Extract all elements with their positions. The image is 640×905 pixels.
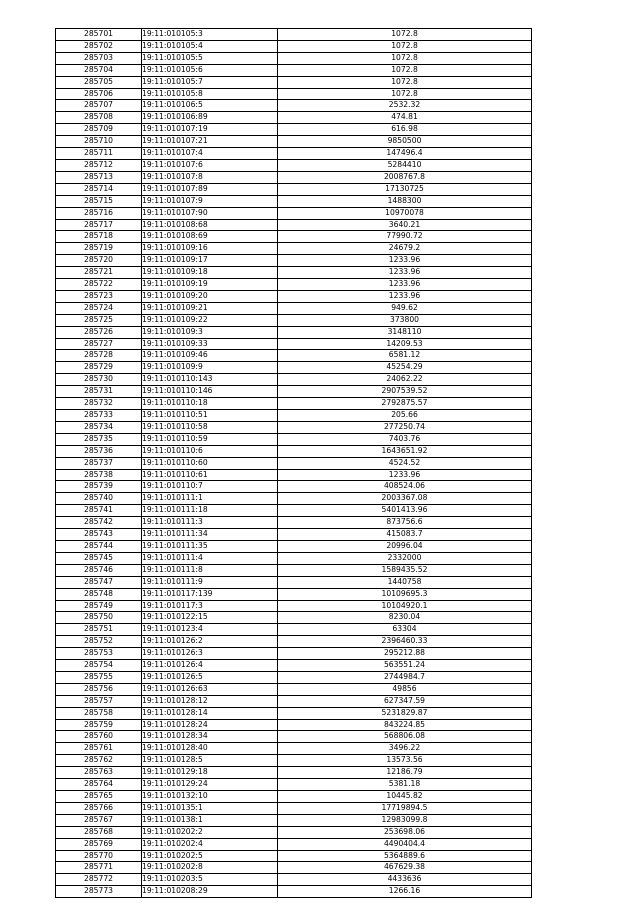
cadastral-number-cell: 19:11:010128:34: [142, 731, 278, 743]
row-id-cell: 285722: [56, 279, 142, 291]
value-cell: 77990.72: [278, 231, 532, 243]
cadastral-number-cell: 19:11:010110:51: [142, 410, 278, 422]
row-id-cell: 285706: [56, 88, 142, 100]
row-id-cell: 285726: [56, 326, 142, 338]
cadastral-number-cell: 19:11:010108:68: [142, 219, 278, 231]
value-cell: 1072.8: [278, 52, 532, 64]
value-cell: 843224.85: [278, 719, 532, 731]
table-row: [56, 445, 532, 457]
value-cell: 1266.16: [278, 886, 532, 898]
table-row: [56, 88, 532, 100]
table-row: [56, 838, 532, 850]
cadastral-number-cell: 19:11:010111:4: [142, 552, 278, 564]
cadastral-number-cell: 19:11:010208:29: [142, 886, 278, 898]
cadastral-number-cell: 19:11:010128:14: [142, 707, 278, 719]
value-cell: 10104920.1: [278, 600, 532, 612]
table-row: [56, 731, 532, 743]
cadastral-number-cell: 19:11:010110:7: [142, 481, 278, 493]
row-id-cell: 285717: [56, 219, 142, 231]
table-row: [56, 302, 532, 314]
table-row: [56, 231, 532, 243]
cadastral-number-cell: 19:11:010117:139: [142, 588, 278, 600]
table-row: [56, 802, 532, 814]
cadastral-number-cell: 19:11:010105:6: [142, 64, 278, 76]
cadastral-number-cell: 19:11:010202:5: [142, 850, 278, 862]
value-cell: 17719894.5: [278, 802, 532, 814]
cadastral-number-cell: 19:11:010126:2: [142, 636, 278, 648]
cadastral-number-cell: 19:11:010105:4: [142, 40, 278, 52]
table-row: [56, 529, 532, 541]
row-id-cell: 285711: [56, 148, 142, 160]
row-id-cell: 285740: [56, 493, 142, 505]
row-id-cell: 285763: [56, 767, 142, 779]
cadastral-number-cell: 19:11:010107:89: [142, 183, 278, 195]
row-id-cell: 285761: [56, 743, 142, 755]
value-cell: 2744984.7: [278, 671, 532, 683]
row-id-cell: 285719: [56, 243, 142, 255]
value-cell: 627347.59: [278, 695, 532, 707]
table-row: [56, 755, 532, 767]
value-cell: 873756.6: [278, 517, 532, 529]
cadastral-number-cell: 19:11:010109:20: [142, 290, 278, 302]
row-id-cell: 285714: [56, 183, 142, 195]
value-cell: 5401413.96: [278, 505, 532, 517]
table-row: [56, 660, 532, 672]
row-id-cell: 285768: [56, 826, 142, 838]
table-row: [56, 505, 532, 517]
row-id-cell: 285754: [56, 660, 142, 672]
row-id-cell: 285727: [56, 338, 142, 350]
row-id-cell: 285702: [56, 40, 142, 52]
cadastral-number-cell: 19:11:010126:3: [142, 648, 278, 660]
value-cell: 467629.38: [278, 862, 532, 874]
cadastral-number-cell: 19:11:010111:1: [142, 493, 278, 505]
row-id-cell: 285729: [56, 362, 142, 374]
value-cell: 10970078: [278, 207, 532, 219]
cadastral-number-cell: 19:11:010105:7: [142, 76, 278, 88]
cadastral-number-cell: 19:11:010123:4: [142, 624, 278, 636]
table-row: [56, 148, 532, 160]
table-row: [56, 159, 532, 171]
cadastral-number-cell: 19:11:010106:5: [142, 100, 278, 112]
cadastral-number-cell: 19:11:010109:16: [142, 243, 278, 255]
value-cell: 9850500: [278, 136, 532, 148]
table-row: [56, 398, 532, 410]
table-row: [56, 29, 532, 41]
cadastral-number-cell: 19:11:010107:6: [142, 159, 278, 171]
table-row: [56, 386, 532, 398]
table-row: [56, 338, 532, 350]
table-row: [56, 862, 532, 874]
row-id-cell: 285704: [56, 64, 142, 76]
value-cell: 474.81: [278, 112, 532, 124]
value-cell: 20996.04: [278, 540, 532, 552]
cadastral-number-cell: 19:11:010105:8: [142, 88, 278, 100]
value-cell: 563551.24: [278, 660, 532, 672]
row-id-cell: 285762: [56, 755, 142, 767]
value-cell: 1072.8: [278, 64, 532, 76]
cadastral-value-table: [55, 28, 532, 898]
row-id-cell: 285739: [56, 481, 142, 493]
value-cell: 1233.96: [278, 290, 532, 302]
value-cell: 5364889.6: [278, 850, 532, 862]
table-row: [56, 362, 532, 374]
cadastral-number-cell: 19:11:010111:34: [142, 529, 278, 541]
table-row: [56, 791, 532, 803]
value-cell: 3496.22: [278, 743, 532, 755]
table-row: [56, 481, 532, 493]
cadastral-number-cell: 19:11:010107:19: [142, 124, 278, 136]
table-row: [56, 648, 532, 660]
value-cell: 3640.21: [278, 219, 532, 231]
value-cell: 2396460.33: [278, 636, 532, 648]
value-cell: 1233.96: [278, 469, 532, 481]
value-cell: 14209.53: [278, 338, 532, 350]
value-cell: 63304: [278, 624, 532, 636]
table-row: [56, 326, 532, 338]
row-id-cell: 285721: [56, 267, 142, 279]
row-id-cell: 285712: [56, 159, 142, 171]
value-cell: 4490404.4: [278, 838, 532, 850]
cadastral-number-cell: 19:11:010202:2: [142, 826, 278, 838]
row-id-cell: 285748: [56, 588, 142, 600]
row-id-cell: 285743: [56, 529, 142, 541]
table-row: [56, 850, 532, 862]
row-id-cell: 285710: [56, 136, 142, 148]
value-cell: 7403.76: [278, 433, 532, 445]
row-id-cell: 285737: [56, 457, 142, 469]
cadastral-number-cell: 19:11:010107:21: [142, 136, 278, 148]
table-row: [56, 183, 532, 195]
value-cell: 10109695.3: [278, 588, 532, 600]
value-cell: 373800: [278, 314, 532, 326]
table-row: [56, 719, 532, 731]
cadastral-number-cell: 19:11:010105:3: [142, 29, 278, 41]
table-row: [56, 350, 532, 362]
cadastral-number-cell: 19:11:010107:8: [142, 171, 278, 183]
cadastral-number-cell: 19:11:010109:18: [142, 267, 278, 279]
cadastral-number-cell: 19:11:010128:40: [142, 743, 278, 755]
row-id-cell: 285718: [56, 231, 142, 243]
row-id-cell: 285756: [56, 683, 142, 695]
row-id-cell: 285715: [56, 195, 142, 207]
cadastral-number-cell: 19:11:010106:89: [142, 112, 278, 124]
table-row: [56, 219, 532, 231]
table-row: [56, 552, 532, 564]
cadastral-number-cell: 19:11:010109:46: [142, 350, 278, 362]
row-id-cell: 285745: [56, 552, 142, 564]
value-cell: 2332000: [278, 552, 532, 564]
cadastral-number-cell: 19:11:010110:58: [142, 421, 278, 433]
row-id-cell: 285705: [56, 76, 142, 88]
table-row: [56, 612, 532, 624]
cadastral-number-cell: 19:11:010135:1: [142, 802, 278, 814]
value-cell: 1233.96: [278, 279, 532, 291]
value-cell: 8230.04: [278, 612, 532, 624]
cadastral-number-cell: 19:11:010129:24: [142, 779, 278, 791]
table-row: [56, 410, 532, 422]
cadastral-number-cell: 19:11:010110:59: [142, 433, 278, 445]
cadastral-number-cell: 19:11:010128:5: [142, 755, 278, 767]
value-cell: 2792875.57: [278, 398, 532, 410]
value-cell: 1440758: [278, 576, 532, 588]
row-id-cell: 285733: [56, 410, 142, 422]
value-cell: 1643651.92: [278, 445, 532, 457]
cadastral-number-cell: 19:11:010107:9: [142, 195, 278, 207]
row-id-cell: 285767: [56, 814, 142, 826]
table-row: [56, 683, 532, 695]
row-id-cell: 285752: [56, 636, 142, 648]
row-id-cell: 285758: [56, 707, 142, 719]
value-cell: 277250.74: [278, 421, 532, 433]
row-id-cell: 285742: [56, 517, 142, 529]
table-row: [56, 314, 532, 326]
value-cell: 17130725: [278, 183, 532, 195]
row-id-cell: 285720: [56, 255, 142, 267]
value-cell: 2907539.52: [278, 386, 532, 398]
cadastral-number-cell: 19:11:010109:9: [142, 362, 278, 374]
cadastral-number-cell: 19:11:010110:6: [142, 445, 278, 457]
row-id-cell: 285738: [56, 469, 142, 481]
row-id-cell: 285773: [56, 886, 142, 898]
row-id-cell: 285753: [56, 648, 142, 660]
cadastral-number-cell: 19:11:010109:21: [142, 302, 278, 314]
row-id-cell: 285723: [56, 290, 142, 302]
cadastral-number-cell: 19:11:010111:8: [142, 564, 278, 576]
value-cell: 616.98: [278, 124, 532, 136]
cadastral-number-cell: 19:11:010126:63: [142, 683, 278, 695]
row-id-cell: 285716: [56, 207, 142, 219]
table-row: [56, 564, 532, 576]
table-row: [56, 243, 532, 255]
cadastral-number-cell: 19:11:010110:60: [142, 457, 278, 469]
table-row: [56, 517, 532, 529]
cadastral-number-cell: 19:11:010128:24: [142, 719, 278, 731]
row-id-cell: 285736: [56, 445, 142, 457]
table-row: [56, 636, 532, 648]
row-id-cell: 285701: [56, 29, 142, 41]
cadastral-number-cell: 19:11:010107:4: [142, 148, 278, 160]
value-cell: 6581.12: [278, 350, 532, 362]
cadastral-number-cell: 19:11:010117:3: [142, 600, 278, 612]
row-id-cell: 285760: [56, 731, 142, 743]
row-id-cell: 285725: [56, 314, 142, 326]
row-id-cell: 285709: [56, 124, 142, 136]
value-cell: 2532.32: [278, 100, 532, 112]
value-cell: 4433636: [278, 874, 532, 886]
value-cell: 49856: [278, 683, 532, 695]
value-cell: 12186.79: [278, 767, 532, 779]
cadastral-number-cell: 19:11:010111:9: [142, 576, 278, 588]
table-row: [56, 624, 532, 636]
table-row: [56, 457, 532, 469]
value-cell: 24679.2: [278, 243, 532, 255]
row-id-cell: 285741: [56, 505, 142, 517]
row-id-cell: 285732: [56, 398, 142, 410]
value-cell: 205.66: [278, 410, 532, 422]
row-id-cell: 285749: [56, 600, 142, 612]
cadastral-number-cell: 19:11:010202:8: [142, 862, 278, 874]
row-id-cell: 285766: [56, 802, 142, 814]
document-page: [55, 28, 531, 898]
row-id-cell: 285747: [56, 576, 142, 588]
row-id-cell: 285765: [56, 791, 142, 803]
cadastral-number-cell: 19:11:010109:22: [142, 314, 278, 326]
table-body: [56, 29, 532, 898]
row-id-cell: 285744: [56, 540, 142, 552]
table-row: [56, 267, 532, 279]
table-row: [56, 588, 532, 600]
value-cell: 5284410: [278, 159, 532, 171]
table-row: [56, 40, 532, 52]
table-row: [56, 171, 532, 183]
value-cell: 415083.7: [278, 529, 532, 541]
value-cell: 10445.82: [278, 791, 532, 803]
cadastral-number-cell: 19:11:010202:4: [142, 838, 278, 850]
cadastral-number-cell: 19:11:010122:15: [142, 612, 278, 624]
value-cell: 253698.06: [278, 826, 532, 838]
value-cell: 1072.8: [278, 88, 532, 100]
table-row: [56, 814, 532, 826]
table-row: [56, 76, 532, 88]
table-row: [56, 671, 532, 683]
table-row: [56, 64, 532, 76]
table-row: [56, 493, 532, 505]
cadastral-number-cell: 19:11:010109:17: [142, 255, 278, 267]
table-row: [56, 469, 532, 481]
cadastral-number-cell: 19:11:010110:18: [142, 398, 278, 410]
table-row: [56, 279, 532, 291]
table-row: [56, 743, 532, 755]
value-cell: 408524.06: [278, 481, 532, 493]
value-cell: 2003367.08: [278, 493, 532, 505]
table-row: [56, 707, 532, 719]
row-id-cell: 285713: [56, 171, 142, 183]
cadastral-number-cell: 19:11:010111:35: [142, 540, 278, 552]
row-id-cell: 285757: [56, 695, 142, 707]
value-cell: 13573.56: [278, 755, 532, 767]
row-id-cell: 285734: [56, 421, 142, 433]
value-cell: 1072.8: [278, 40, 532, 52]
value-cell: 3148110: [278, 326, 532, 338]
table-row: [56, 695, 532, 707]
row-id-cell: 285731: [56, 386, 142, 398]
cadastral-number-cell: 19:11:010138:1: [142, 814, 278, 826]
table-row: [56, 207, 532, 219]
value-cell: 1072.8: [278, 76, 532, 88]
cadastral-number-cell: 19:11:010129:18: [142, 767, 278, 779]
cadastral-number-cell: 19:11:010111:3: [142, 517, 278, 529]
row-id-cell: 285770: [56, 850, 142, 862]
cadastral-number-cell: 19:11:010109:19: [142, 279, 278, 291]
table-row: [56, 136, 532, 148]
row-id-cell: 285750: [56, 612, 142, 624]
table-row: [56, 290, 532, 302]
cadastral-number-cell: 19:11:010126:4: [142, 660, 278, 672]
row-id-cell: 285728: [56, 350, 142, 362]
cadastral-number-cell: 19:11:010111:18: [142, 505, 278, 517]
cadastral-number-cell: 19:11:010109:33: [142, 338, 278, 350]
row-id-cell: 285759: [56, 719, 142, 731]
row-id-cell: 285735: [56, 433, 142, 445]
cadastral-number-cell: 19:11:010132:10: [142, 791, 278, 803]
cadastral-number-cell: 19:11:010107:90: [142, 207, 278, 219]
table-row: [56, 124, 532, 136]
value-cell: 147496.4: [278, 148, 532, 160]
value-cell: 1488300: [278, 195, 532, 207]
row-id-cell: 285769: [56, 838, 142, 850]
cadastral-number-cell: 19:11:010110:143: [142, 374, 278, 386]
value-cell: 24062.22: [278, 374, 532, 386]
value-cell: 5381.18: [278, 779, 532, 791]
cadastral-number-cell: 19:11:010105:5: [142, 52, 278, 64]
value-cell: 2008767.8: [278, 171, 532, 183]
table-row: [56, 100, 532, 112]
row-id-cell: 285703: [56, 52, 142, 64]
table-row: [56, 540, 532, 552]
cadastral-number-cell: 19:11:010110:146: [142, 386, 278, 398]
row-id-cell: 285772: [56, 874, 142, 886]
table-row: [56, 576, 532, 588]
value-cell: 1072.8: [278, 29, 532, 41]
table-row: [56, 779, 532, 791]
value-cell: 568806.08: [278, 731, 532, 743]
value-cell: 4524.52: [278, 457, 532, 469]
row-id-cell: 285771: [56, 862, 142, 874]
row-id-cell: 285708: [56, 112, 142, 124]
cadastral-number-cell: 19:11:010108:69: [142, 231, 278, 243]
row-id-cell: 285751: [56, 624, 142, 636]
value-cell: 12983099.8: [278, 814, 532, 826]
value-cell: 949.62: [278, 302, 532, 314]
cadastral-number-cell: 19:11:010203:5: [142, 874, 278, 886]
row-id-cell: 285746: [56, 564, 142, 576]
table-row: [56, 52, 532, 64]
cadastral-number-cell: 19:11:010110:61: [142, 469, 278, 481]
value-cell: 45254.29: [278, 362, 532, 374]
value-cell: 295212.88: [278, 648, 532, 660]
value-cell: 1233.96: [278, 267, 532, 279]
table-row: [56, 374, 532, 386]
value-cell: 5231829.87: [278, 707, 532, 719]
row-id-cell: 285724: [56, 302, 142, 314]
row-id-cell: 285755: [56, 671, 142, 683]
table-row: [56, 421, 532, 433]
row-id-cell: 285730: [56, 374, 142, 386]
value-cell: 1589435.52: [278, 564, 532, 576]
table-row: [56, 767, 532, 779]
cadastral-number-cell: 19:11:010109:3: [142, 326, 278, 338]
table-row: [56, 195, 532, 207]
cadastral-number-cell: 19:11:010128:12: [142, 695, 278, 707]
table-row: [56, 255, 532, 267]
table-row: [56, 433, 532, 445]
row-id-cell: 285764: [56, 779, 142, 791]
table-row: [56, 874, 532, 886]
table-row: [56, 112, 532, 124]
cadastral-number-cell: 19:11:010126:5: [142, 671, 278, 683]
table-row: [56, 826, 532, 838]
value-cell: 1233.96: [278, 255, 532, 267]
table-row: [56, 886, 532, 898]
row-id-cell: 285707: [56, 100, 142, 112]
table-row: [56, 600, 532, 612]
